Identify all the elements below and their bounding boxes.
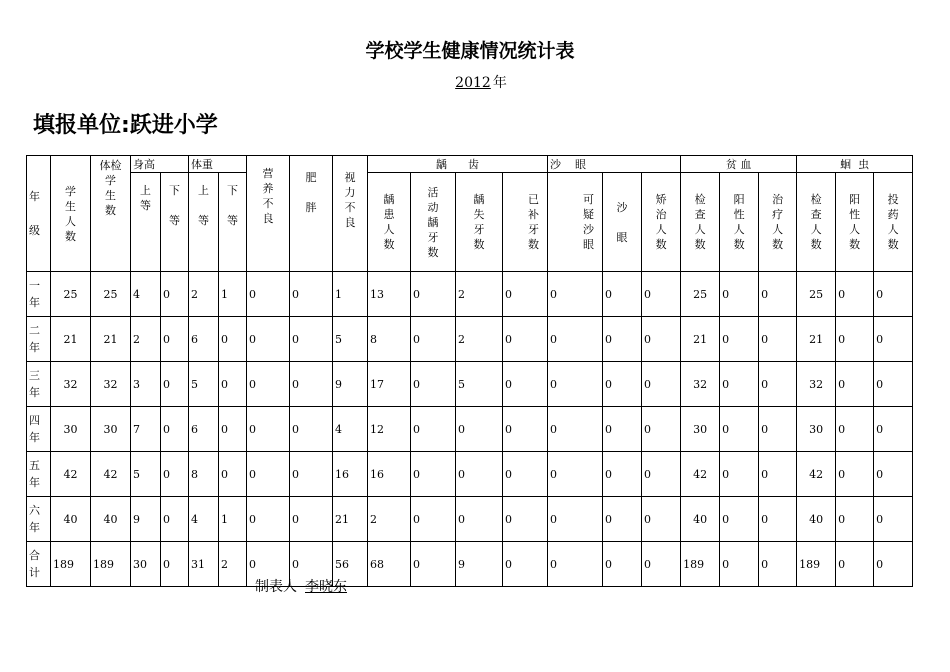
value-cell: 0 — [219, 317, 247, 362]
value-cell: 42 — [797, 452, 836, 497]
value-cell: 0 — [219, 452, 247, 497]
value-cell: 40 — [91, 497, 131, 542]
header-caries-lost: 龋 失 牙 数 — [456, 173, 503, 272]
value-cell: 0 — [603, 542, 642, 587]
value-cell: 5 — [333, 317, 368, 362]
header-students: 学 生 人 数 — [51, 156, 91, 272]
value-cell: 12 — [368, 407, 411, 452]
grade-cell: 六 年 — [27, 497, 51, 542]
value-cell: 189 — [797, 542, 836, 587]
header-weight-lower: 下 等 — [219, 173, 247, 272]
value-cell: 4 — [333, 407, 368, 452]
value-cell: 0 — [759, 452, 797, 497]
value-cell: 0 — [161, 542, 189, 587]
value-cell: 13 — [368, 272, 411, 317]
value-cell: 32 — [91, 362, 131, 407]
value-cell: 0 — [411, 542, 456, 587]
table-row — [27, 452, 913, 497]
value-cell: 0 — [219, 362, 247, 407]
value-cell: 0 — [247, 542, 290, 587]
value-cell: 0 — [759, 407, 797, 452]
value-cell: 0 — [161, 497, 189, 542]
value-cell: 0 — [720, 497, 759, 542]
value-cell: 0 — [759, 542, 797, 587]
maker-name: 李晓东 — [305, 579, 347, 595]
value-cell: 9 — [131, 497, 161, 542]
table-row — [27, 317, 913, 362]
value-cell: 0 — [603, 362, 642, 407]
value-cell: 0 — [603, 407, 642, 452]
header-parasite-positive: 阳 性 人 数 — [836, 173, 874, 272]
value-cell: 0 — [759, 497, 797, 542]
value-cell: 0 — [603, 272, 642, 317]
value-cell: 31 — [189, 542, 219, 587]
value-cell: 0 — [411, 497, 456, 542]
value-cell: 189 — [91, 542, 131, 587]
value-cell: 30 — [51, 407, 91, 452]
value-cell: 0 — [836, 542, 874, 587]
value-cell: 0 — [720, 362, 759, 407]
value-cell: 25 — [681, 272, 720, 317]
value-cell: 0 — [642, 317, 681, 362]
value-cell: 0 — [836, 362, 874, 407]
value-cell: 2 — [189, 272, 219, 317]
grade-cell: 三 年 — [27, 362, 51, 407]
header-vision: 视 力 不 良 — [333, 156, 368, 272]
value-cell: 0 — [411, 272, 456, 317]
value-cell: 0 — [720, 452, 759, 497]
value-cell: 6 — [189, 407, 219, 452]
header-caries-active: 活 动 龋 牙 数 — [411, 173, 456, 272]
value-cell: 0 — [548, 452, 603, 497]
value-cell: 8 — [368, 317, 411, 362]
header-weight: 体重 — [189, 156, 247, 173]
value-cell: 0 — [411, 452, 456, 497]
value-cell: 0 — [456, 452, 503, 497]
value-cell: 0 — [161, 452, 189, 497]
header-height-lower: 下 等 — [161, 173, 189, 272]
year-value: 2012 — [455, 75, 491, 91]
value-cell: 189 — [51, 542, 91, 587]
value-cell: 2 — [456, 272, 503, 317]
table-row — [27, 272, 913, 317]
year-line — [0, 72, 940, 92]
grade-cell: 合 计 — [27, 542, 51, 587]
header-trachoma-cases: 沙 眼 — [603, 173, 642, 272]
header-trachoma: 沙 眼 — [548, 156, 681, 173]
value-cell: 2 — [368, 497, 411, 542]
value-cell: 0 — [290, 317, 333, 362]
value-cell: 0 — [219, 407, 247, 452]
value-cell: 0 — [720, 272, 759, 317]
value-cell: 25 — [797, 272, 836, 317]
value-cell: 0 — [247, 362, 290, 407]
value-cell: 0 — [503, 452, 548, 497]
page-title: 学校学生健康情况统计表 — [365, 40, 575, 62]
value-cell: 0 — [290, 497, 333, 542]
value-cell: 3 — [131, 362, 161, 407]
value-cell: 0 — [548, 542, 603, 587]
value-cell: 0 — [720, 542, 759, 587]
maker-line — [255, 576, 349, 596]
value-cell: 2 — [219, 542, 247, 587]
value-cell: 0 — [642, 407, 681, 452]
value-cell: 21 — [51, 317, 91, 362]
value-cell: 0 — [874, 407, 913, 452]
table-row — [27, 497, 913, 542]
value-cell: 0 — [642, 272, 681, 317]
value-cell: 21 — [333, 497, 368, 542]
value-cell: 30 — [681, 407, 720, 452]
value-cell: 0 — [548, 272, 603, 317]
header-anemia-checked: 检 查 人 数 — [681, 173, 720, 272]
header-obesity: 肥 胖 — [290, 156, 333, 272]
value-cell: 0 — [456, 407, 503, 452]
value-cell: 2 — [131, 317, 161, 362]
value-cell: 25 — [91, 272, 131, 317]
value-cell: 0 — [874, 452, 913, 497]
table-row — [27, 542, 913, 587]
value-cell: 0 — [247, 407, 290, 452]
value-cell: 0 — [290, 272, 333, 317]
grade-cell: 一 年 — [27, 272, 51, 317]
value-cell: 4 — [189, 497, 219, 542]
value-cell: 0 — [642, 542, 681, 587]
reporting-unit: 填报单位:跃进小学 — [33, 113, 218, 138]
value-cell: 21 — [797, 317, 836, 362]
value-cell: 5 — [456, 362, 503, 407]
value-cell: 0 — [759, 272, 797, 317]
value-cell: 42 — [681, 452, 720, 497]
value-cell: 0 — [503, 272, 548, 317]
value-cell: 42 — [91, 452, 131, 497]
header-parasite-medicated: 投 药 人 数 — [874, 173, 913, 272]
value-cell: 0 — [247, 317, 290, 362]
value-cell: 0 — [503, 362, 548, 407]
value-cell: 0 — [642, 362, 681, 407]
value-cell: 0 — [161, 362, 189, 407]
value-cell: 0 — [759, 317, 797, 362]
value-cell: 0 — [290, 407, 333, 452]
value-cell: 0 — [247, 272, 290, 317]
value-cell: 8 — [189, 452, 219, 497]
value-cell: 0 — [603, 317, 642, 362]
value-cell: 16 — [333, 452, 368, 497]
value-cell: 32 — [797, 362, 836, 407]
value-cell: 0 — [642, 497, 681, 542]
header-anemia-positive: 阳 性 人 数 — [720, 173, 759, 272]
value-cell: 30 — [131, 542, 161, 587]
grade-cell: 二 年 — [27, 317, 51, 362]
header-checked: 体检 学 生 数 — [91, 156, 131, 272]
value-cell: 0 — [836, 407, 874, 452]
table-row — [27, 362, 913, 407]
value-cell: 40 — [51, 497, 91, 542]
value-cell: 0 — [836, 272, 874, 317]
value-cell: 0 — [720, 317, 759, 362]
value-cell: 0 — [548, 362, 603, 407]
value-cell: 0 — [161, 407, 189, 452]
value-cell: 7 — [131, 407, 161, 452]
value-cell: 0 — [874, 362, 913, 407]
value-cell: 0 — [603, 452, 642, 497]
value-cell: 0 — [836, 497, 874, 542]
value-cell: 5 — [131, 452, 161, 497]
header-grade: 年 级 — [27, 156, 51, 272]
header-anemia: 贫 血 — [681, 156, 797, 173]
table-body — [27, 272, 913, 587]
value-cell: 40 — [797, 497, 836, 542]
header-parasite: 蛔 虫 — [797, 156, 913, 173]
value-cell: 0 — [720, 407, 759, 452]
value-cell: 0 — [503, 497, 548, 542]
header-caries-filled: 已 补 牙 数 — [503, 173, 548, 272]
value-cell: 0 — [548, 317, 603, 362]
value-cell: 6 — [189, 317, 219, 362]
value-cell: 0 — [411, 407, 456, 452]
value-cell: 0 — [503, 407, 548, 452]
value-cell: 0 — [411, 362, 456, 407]
header-anemia-treated: 治 疗 人 数 — [759, 173, 797, 272]
value-cell: 1 — [219, 497, 247, 542]
value-cell: 1 — [219, 272, 247, 317]
value-cell: 0 — [642, 452, 681, 497]
value-cell: 30 — [797, 407, 836, 452]
value-cell: 9 — [333, 362, 368, 407]
value-cell: 0 — [247, 497, 290, 542]
value-cell: 0 — [290, 362, 333, 407]
maker-label: 制表人 — [255, 579, 297, 595]
value-cell: 189 — [681, 542, 720, 587]
value-cell: 32 — [51, 362, 91, 407]
value-cell: 0 — [874, 272, 913, 317]
value-cell: 56 — [333, 542, 368, 587]
value-cell: 0 — [759, 362, 797, 407]
value-cell: 0 — [836, 317, 874, 362]
grade-cell: 五 年 — [27, 452, 51, 497]
header-height: 身高 — [131, 156, 189, 173]
value-cell: 0 — [247, 452, 290, 497]
health-stats-table — [26, 155, 913, 587]
table-row — [27, 407, 913, 452]
header-trachoma-treated: 矫 治 人 数 — [642, 173, 681, 272]
value-cell: 21 — [91, 317, 131, 362]
value-cell: 0 — [874, 542, 913, 587]
value-cell: 0 — [874, 317, 913, 362]
value-cell: 0 — [503, 542, 548, 587]
header-parasite-checked: 检 查 人 数 — [797, 173, 836, 272]
value-cell: 0 — [874, 497, 913, 542]
value-cell: 0 — [548, 497, 603, 542]
value-cell: 0 — [603, 497, 642, 542]
value-cell: 30 — [91, 407, 131, 452]
value-cell: 40 — [681, 497, 720, 542]
value-cell: 0 — [161, 317, 189, 362]
value-cell: 0 — [836, 452, 874, 497]
value-cell: 2 — [456, 317, 503, 362]
value-cell: 17 — [368, 362, 411, 407]
value-cell: 1 — [333, 272, 368, 317]
value-cell: 0 — [411, 317, 456, 362]
value-cell: 0 — [548, 407, 603, 452]
value-cell: 16 — [368, 452, 411, 497]
value-cell: 32 — [681, 362, 720, 407]
value-cell: 68 — [368, 542, 411, 587]
value-cell: 25 — [51, 272, 91, 317]
header-caries-patients: 龋 患 人 数 — [368, 173, 411, 272]
value-cell: 0 — [456, 497, 503, 542]
header-trachoma-suspect: 可 疑 沙 眼 — [548, 173, 603, 272]
value-cell: 0 — [503, 317, 548, 362]
value-cell: 42 — [51, 452, 91, 497]
value-cell: 0 — [161, 272, 189, 317]
value-cell: 0 — [290, 542, 333, 587]
value-cell: 5 — [189, 362, 219, 407]
year-suffix: 年 — [492, 75, 507, 91]
header-weight-upper: 上 等 — [189, 173, 219, 272]
grade-cell: 四 年 — [27, 407, 51, 452]
header-caries: 龋 齿 — [368, 156, 548, 173]
header-height-upper: 上 等 — [131, 173, 161, 272]
value-cell: 4 — [131, 272, 161, 317]
header-malnutrition: 营 养 不 良 — [247, 156, 290, 272]
value-cell: 9 — [456, 542, 503, 587]
value-cell: 0 — [290, 452, 333, 497]
value-cell: 21 — [681, 317, 720, 362]
